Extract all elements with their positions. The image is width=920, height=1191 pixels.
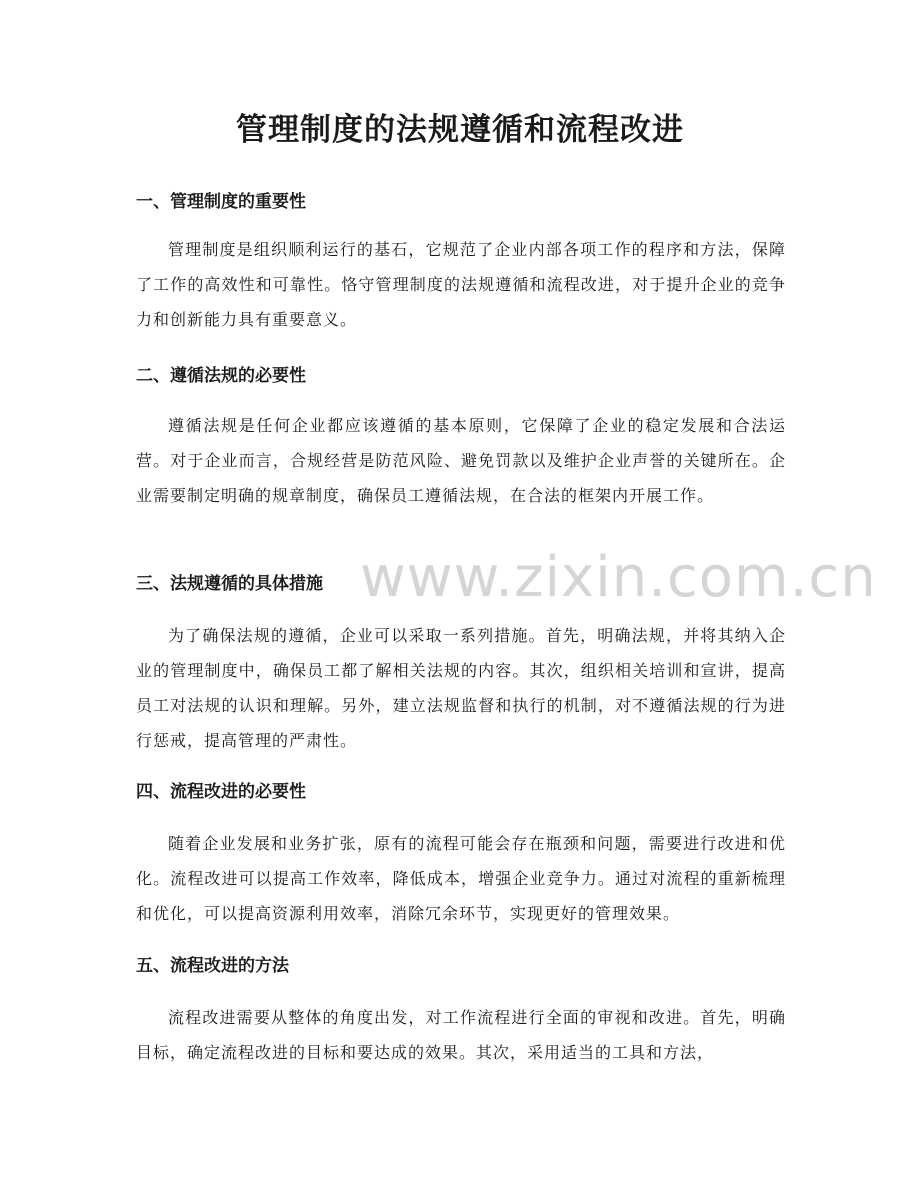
section-body-5: 流程改进需要从整体的角度出发，对工作流程进行全面的审视和改进。首先，明确目标，确定流程改进的目标和要达成的效果。其次，采用适当的工具和方法， <box>136 1008 786 1062</box>
section-heading-1: 一、管理制度的重要性 <box>136 192 306 212</box>
section-body-2: 遵循法规是任何企业都应该遵循的基本原则，它保障了企业的稳定发展和合法运营。对于企业而言，合规经营是防范风险、避免罚款以及维护企业声誉的关键所在。企业需要制定明确的规章制度，确保员工遵循法规，在合法的框架内开展工作。 <box>136 416 786 505</box>
section-heading-3: 三、法规遵循的具体措施 <box>136 574 323 594</box>
section-body-1: 管理制度是组织顺利运行的基石，它规范了企业内部各项工作的程序和方法，保障了工作的高效性和可靠性。恪守管理制度的法规遵循和流程改进，对于提升企业的竞争力和创新能力具有重要意义。 <box>136 240 786 329</box>
document-title: 管理制度的法规遵循和流程改进 <box>236 112 684 148</box>
section-heading-5: 五、流程改进的方法 <box>136 956 289 976</box>
section-body-4: 随着企业发展和业务扩张，原有的流程可能会存在瓶颈和问题，需要进行改进和优化。流程改进可以提高工作效率，降低成本，增强企业竞争力。通过对流程的重新梳理和优化，可以提高资源利用效率，消除冗余环节，实现更好的管理效果。 <box>136 834 786 923</box>
watermark: www.zixin.com.cn <box>360 545 877 610</box>
section-heading-4: 四、流程改进的必要性 <box>136 782 306 802</box>
section-body-3: 为了确保法规的遵循，企业可以采取一系列措施。首先，明确法规，并将其纳入企业的管理制度中，确保员工都了解相关法规的内容。其次，组织相关培训和宣讲，提高员工对法规的认识和理解。另外，建立法规监督和执行的机制，对不遵循法规的行为进行惩戒，提高管理的严肃性。 <box>136 626 786 750</box>
section-heading-2: 二、遵循法规的必要性 <box>136 366 306 386</box>
